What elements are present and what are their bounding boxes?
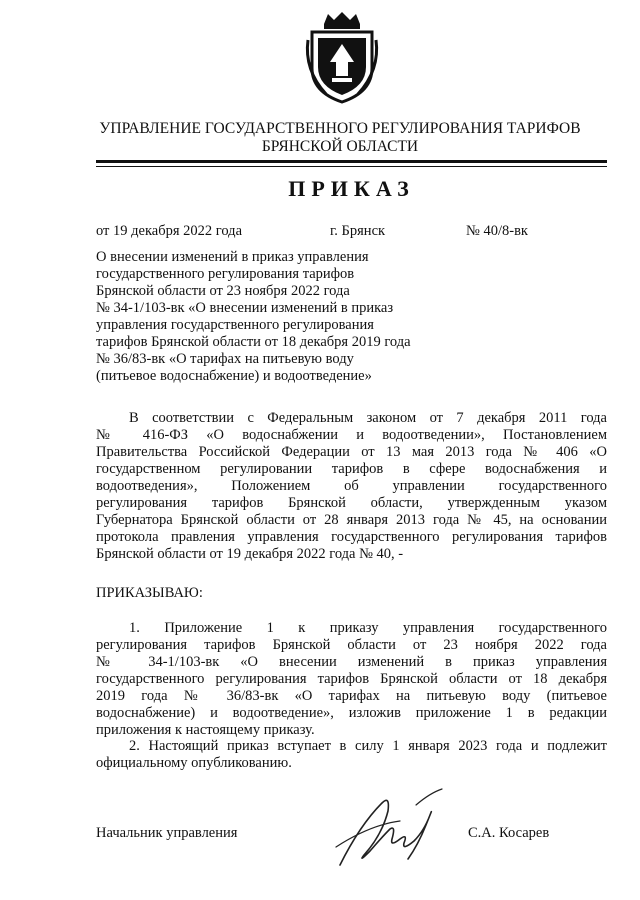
preamble-line: протокола правления управления государственного регулирования тарифов (96, 529, 607, 545)
document-title: ПРИКАЗ (288, 176, 415, 201)
item-line: 2. Настоящий приказ вступает в силу 1 января 2023 года и подлежит (129, 738, 607, 754)
organization-name-line-1: УПРАВЛЕНИЕ ГОСУДАРСТВЕННОГО РЕГУЛИРОВАНИЯ ТАРИФОВ (99, 120, 581, 137)
coat-of-arms-icon (302, 10, 382, 106)
subject-line: управления государственного регулирования (96, 317, 374, 333)
subject-line: государственного регулирования тарифов (96, 266, 355, 282)
item-line: государственного регулирования тарифов Брянской области от 18 декабря (96, 671, 607, 687)
document-subject (96, 249, 496, 385)
order-heading: ПРИКАЗЫВАЮ: (96, 585, 203, 601)
order-item-2 (96, 738, 607, 772)
handwritten-signature (330, 785, 450, 875)
subject-line: тарифов Брянской области от 18 декабря 2019 года (96, 334, 411, 350)
preamble-line: регулирования тарифов Брянской области, утвержденным указом (96, 495, 607, 511)
header-divider-thick (96, 160, 607, 163)
subject-line: № 36/83-вк «О тарифах на питьевую воду (96, 351, 354, 367)
preamble-line: Брянской области от 19 декабря 2022 года № 40, - (96, 546, 404, 562)
subject-line: (питьевое водоснабжение) и водоотведение» (96, 368, 372, 384)
preamble-paragraph (96, 410, 607, 563)
item-line: № 34-1/103-вк «О внесении изменений в приказ управления (96, 654, 607, 670)
subject-line: № 34-1/103-вк «О внесении изменений в приказ (96, 300, 394, 316)
item-line: 2019 года № 36/83-вк «О тарифах на питьевую воду (питьевое (96, 688, 607, 704)
item-line: регулирования тарифов Брянской области от 23 ноября 2022 года (96, 637, 607, 653)
header-divider-thin (96, 166, 607, 167)
preamble-line: государственном регулировании тарифов в сфере водоснабжения и (96, 461, 607, 477)
preamble-line: Правительства Российской Федерации от 13 мая 2013 года № 406 «О (96, 444, 607, 460)
preamble-line: № 416-ФЗ «О водоснабжении и водоотведении», Постановлением (96, 427, 607, 443)
order-item-1 (96, 620, 607, 739)
signatory-position: Начальник управления (96, 825, 238, 841)
document-city: г. Брянск (330, 223, 386, 239)
item-line: водоснабжение) и водоотведение», изложив приложение 1 в редакции (96, 705, 607, 721)
preamble-line: В соответствии с Федеральным законом от 7 декабря 2011 года (129, 410, 607, 426)
subject-line: Брянской области от 23 ноября 2022 года (96, 283, 350, 299)
document-date: от 19 декабря 2022 года (96, 223, 242, 239)
preamble-line: водоотведения», Положением об управлении государственного (96, 478, 607, 494)
subject-line: О внесении изменений в приказ управления (96, 249, 369, 265)
document-number: № 40/8-вк (466, 223, 528, 239)
preamble-line: Губернатора Брянской области от 28 января 2013 года № 45, на основании (96, 512, 607, 528)
organization-name-line-2: БРЯНСКОЙ ОБЛАСТИ (261, 138, 419, 155)
signatory-name: С.А. Косарев (468, 825, 550, 841)
item-line: официальному опубликованию. (96, 755, 292, 771)
item-line: 1. Приложение 1 к приказу управления государственного (129, 620, 607, 636)
item-line: приложения к настоящему приказу. (96, 722, 315, 738)
